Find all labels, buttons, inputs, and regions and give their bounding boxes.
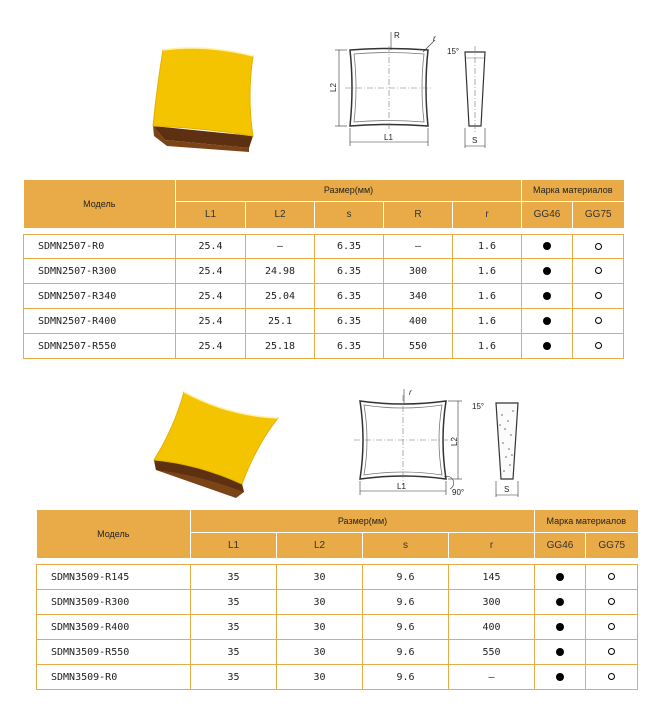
cell-l1: 35 xyxy=(191,640,277,665)
cell-gg75 xyxy=(573,235,624,259)
drawing1-label-r-small: r xyxy=(433,34,436,43)
cell-l1: 35 xyxy=(191,665,277,690)
table-row xyxy=(37,665,638,690)
table-row xyxy=(37,590,638,615)
cell-l2: – xyxy=(246,235,315,259)
cell-gg46 xyxy=(522,309,573,334)
cell-gg46 xyxy=(522,235,573,259)
unavailable-dot xyxy=(595,292,602,299)
cell-gg75 xyxy=(573,259,624,284)
available-dot xyxy=(556,598,564,606)
table-row xyxy=(24,284,624,309)
drawing2-label-corner: 90° xyxy=(452,488,465,497)
cell-gg46 xyxy=(535,590,586,615)
table-row xyxy=(37,640,638,665)
cell-r: 300 xyxy=(449,590,535,615)
available-dot xyxy=(556,623,564,631)
table2-col-l1: L1 xyxy=(191,532,277,558)
cell-rr: 300 xyxy=(384,259,453,284)
drawing1-label-s: S xyxy=(472,136,478,145)
cell-gg75 xyxy=(573,284,624,309)
cell-rr: 340 xyxy=(384,284,453,309)
table2-col-r: r xyxy=(449,532,535,558)
cell-model: SDMN2507-R400 xyxy=(24,309,176,334)
cell-gg75 xyxy=(586,590,638,615)
table-row xyxy=(24,334,624,359)
cell-model: SDMN3509-R300 xyxy=(37,590,191,615)
unavailable-dot xyxy=(608,573,615,580)
cell-s: 6.35 xyxy=(315,309,384,334)
table2-grade-gg75: GG75 xyxy=(586,532,638,558)
cell-s: 6.35 xyxy=(315,334,384,359)
cell-s: 6.35 xyxy=(315,235,384,259)
cell-l1: 25.4 xyxy=(176,235,246,259)
table1-col-s: s xyxy=(315,201,384,228)
available-dot xyxy=(556,673,564,681)
table1-col-rr: R xyxy=(384,201,453,228)
cell-l1: 35 xyxy=(191,615,277,640)
table1-grade-gg46: GG46 xyxy=(522,201,573,228)
available-dot xyxy=(543,342,551,350)
cell-gg46 xyxy=(522,334,573,359)
cell-model: SDMN2507-R300 xyxy=(24,259,176,284)
drawing2-label-angle: 15° xyxy=(472,402,485,411)
drawing2-label-l2: L2 xyxy=(450,437,459,446)
cell-gg75 xyxy=(586,615,638,640)
cell-l2: 30 xyxy=(277,640,363,665)
unavailable-dot xyxy=(595,267,602,274)
drawing2-label-l1: L1 xyxy=(397,482,406,491)
cell-gg46 xyxy=(535,565,586,590)
table-row xyxy=(24,259,624,284)
technical-drawing-sdmn2507 xyxy=(325,28,505,154)
cell-model: SDMN3509-R550 xyxy=(37,640,191,665)
cell-l2: 30 xyxy=(277,590,363,615)
table2-col-l2: L2 xyxy=(277,532,363,558)
cell-gg75 xyxy=(573,334,624,359)
cell-l2: 25.04 xyxy=(246,284,315,309)
cell-model: SDMN3509-R0 xyxy=(37,665,191,690)
table2-material-header: Марка материалов xyxy=(535,510,638,532)
cell-l1: 25.4 xyxy=(176,334,246,359)
unavailable-dot xyxy=(595,342,602,349)
cell-s: 9.6 xyxy=(363,665,449,690)
cell-gg75 xyxy=(573,309,624,334)
cell-rr: 400 xyxy=(384,309,453,334)
cell-l1: 25.4 xyxy=(176,309,246,334)
table2-size-header: Размер(мм) xyxy=(191,510,535,532)
cell-r: 1.6 xyxy=(453,309,522,334)
cell-s: 9.6 xyxy=(363,640,449,665)
table1-col-r: r xyxy=(453,201,522,228)
table-row xyxy=(24,309,624,334)
cell-l2: 25.18 xyxy=(246,334,315,359)
unavailable-dot xyxy=(595,243,602,250)
spec-table-sdmn3509 xyxy=(36,510,638,690)
cell-l1: 35 xyxy=(191,590,277,615)
drawing1-label-l1: L1 xyxy=(384,133,393,142)
cell-model: SDMN2507-R340 xyxy=(24,284,176,309)
table2-model-header: Модель xyxy=(37,510,191,558)
drawing1-label-r-large: R xyxy=(394,31,400,40)
cell-gg46 xyxy=(522,284,573,309)
drawing2-label-r: r xyxy=(409,388,412,397)
cell-r: 1.6 xyxy=(453,235,522,259)
cell-s: 9.6 xyxy=(363,615,449,640)
table2-grade-gg46: GG46 xyxy=(535,532,586,558)
cell-gg46 xyxy=(535,640,586,665)
table1-model-header: Модель xyxy=(24,180,176,228)
drawing1-label-l2: L2 xyxy=(329,83,338,92)
cell-gg46 xyxy=(535,615,586,640)
unavailable-dot xyxy=(608,673,615,680)
cell-r: 1.6 xyxy=(453,284,522,309)
cell-r: 1.6 xyxy=(453,259,522,284)
cell-model: SDMN2507-R550 xyxy=(24,334,176,359)
cell-l2: 25.1 xyxy=(246,309,315,334)
unavailable-dot xyxy=(608,648,615,655)
cell-l1: 25.4 xyxy=(176,259,246,284)
cell-gg46 xyxy=(522,259,573,284)
table1-col-l2: L2 xyxy=(246,201,315,228)
insert-image-sdmn2507 xyxy=(145,42,260,152)
table-row xyxy=(37,565,638,590)
cell-gg46 xyxy=(535,665,586,690)
table1-grade-gg75: GG75 xyxy=(573,201,624,228)
cell-s: 9.6 xyxy=(363,565,449,590)
cell-gg75 xyxy=(586,565,638,590)
table1-material-header: Марка материалов xyxy=(522,180,624,201)
cell-l2: 30 xyxy=(277,615,363,640)
cell-l2: 30 xyxy=(277,565,363,590)
table1-size-header: Размер(мм) xyxy=(176,180,522,201)
cell-gg75 xyxy=(586,640,638,665)
available-dot xyxy=(543,292,551,300)
cell-r: – xyxy=(449,665,535,690)
cell-r: 400 xyxy=(449,615,535,640)
cell-r: 145 xyxy=(449,565,535,590)
table-row xyxy=(37,615,638,640)
cell-gg75 xyxy=(586,665,638,690)
unavailable-dot xyxy=(608,598,615,605)
cell-r: 550 xyxy=(449,640,535,665)
available-dot xyxy=(556,648,564,656)
available-dot xyxy=(556,573,564,581)
cell-rr: – xyxy=(384,235,453,259)
cell-l1: 35 xyxy=(191,565,277,590)
available-dot xyxy=(543,242,551,250)
technical-drawing-sdmn3509 xyxy=(350,385,535,503)
table2-col-s: s xyxy=(363,532,449,558)
cell-model: SDMN3509-R400 xyxy=(37,615,191,640)
unavailable-dot xyxy=(608,623,615,630)
cell-model: SDMN2507-R0 xyxy=(24,235,176,259)
unavailable-dot xyxy=(595,317,602,324)
cell-s: 9.6 xyxy=(363,590,449,615)
drawing1-label-angle: 15° xyxy=(447,47,460,56)
insert-image-sdmn3509 xyxy=(150,388,285,500)
table-row xyxy=(24,235,624,259)
cell-s: 6.35 xyxy=(315,284,384,309)
cell-r: 1.6 xyxy=(453,334,522,359)
cell-s: 6.35 xyxy=(315,259,384,284)
cell-model: SDMN3509-R145 xyxy=(37,565,191,590)
available-dot xyxy=(543,317,551,325)
drawing2-label-s: S xyxy=(504,485,510,494)
cell-l2: 24.98 xyxy=(246,259,315,284)
cell-rr: 550 xyxy=(384,334,453,359)
available-dot xyxy=(543,267,551,275)
table1-col-l1: L1 xyxy=(176,201,246,228)
cell-l1: 25.4 xyxy=(176,284,246,309)
cell-l2: 30 xyxy=(277,665,363,690)
spec-table-sdmn2507 xyxy=(23,180,624,359)
